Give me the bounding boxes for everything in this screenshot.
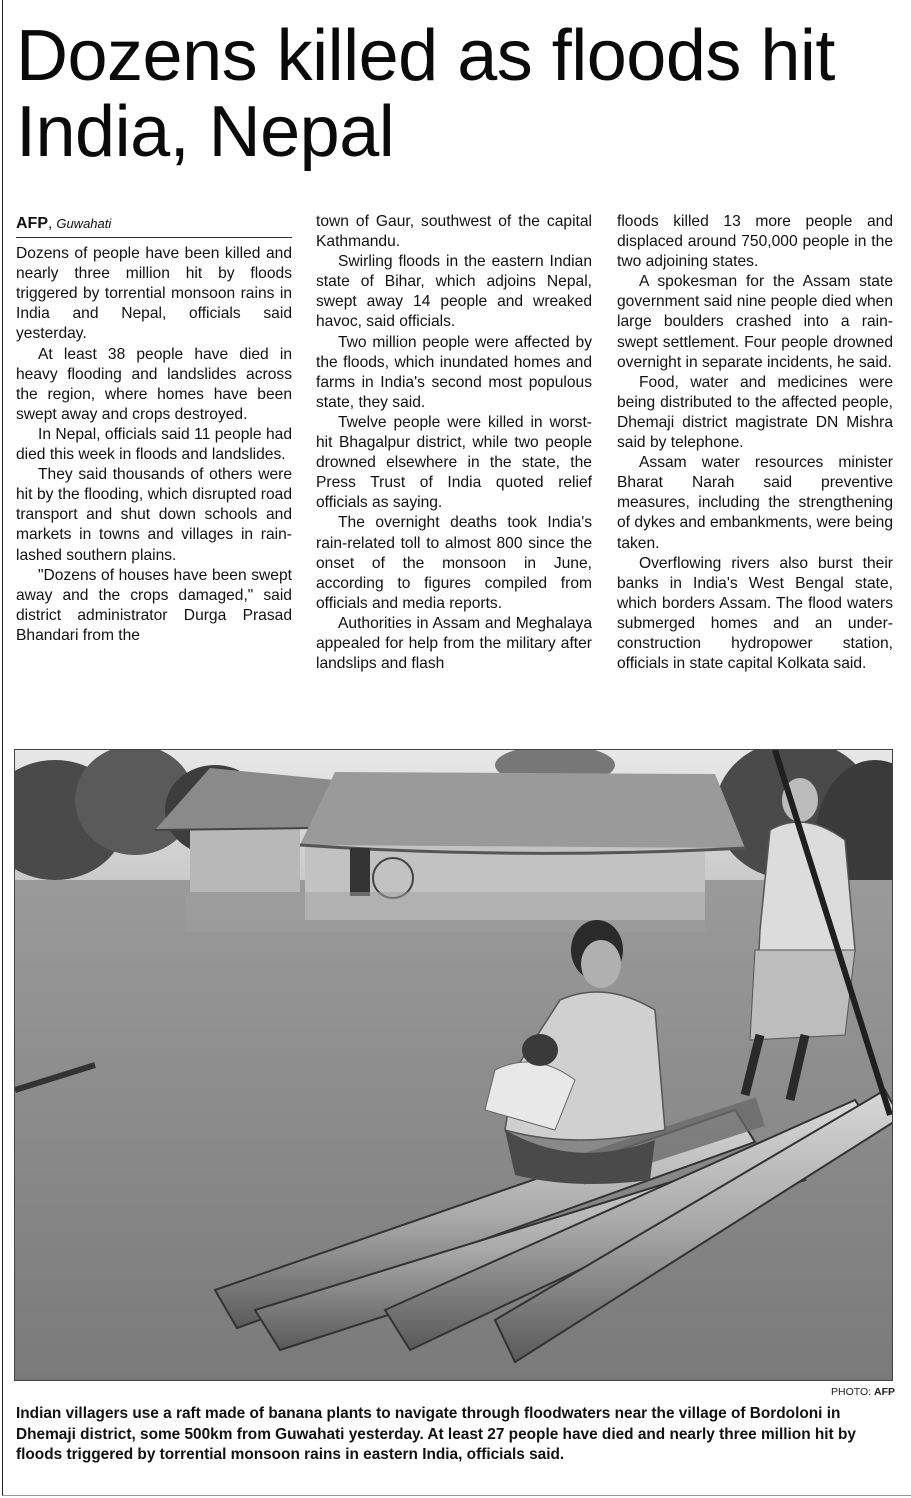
- photo-credit: [831, 1386, 895, 1398]
- article-column-1: [16, 214, 292, 646]
- article-column-2: [316, 212, 592, 674]
- article-paragraph: Two million people were affected by the floods, which inundated homes and farms in India's second most populous state, they said.: [316, 333, 592, 411]
- article-paragraph: A spokesman for the Assam state government said nine people died when large boulders crashed into a rain-swept settlement. Four people drowned overnight in separate incidents, he said.: [617, 273, 893, 371]
- headline: Dozens killed as floods hit India, Nepal: [16, 16, 835, 172]
- article-paragraph: town of Gaur, southwest of the capital Kathmandu.: [316, 213, 592, 251]
- article-column-3: [617, 212, 893, 674]
- article-paragraph: Assam water resources minister Bharat Narah said preventive measures, including the strengthening of dykes and embankments, were being taken.: [617, 454, 893, 552]
- article-paragraph: Dozens of people have been killed and nearly three million hit by floods triggered by torrential monsoon rains in India and Nepal, officials said yesterday.: [16, 245, 292, 343]
- article-paragraph: Authorities in Assam and Meghalaya appealed for help from the military after landslips and flash: [316, 614, 592, 673]
- article-paragraph: The overnight deaths took India's rain-related toll to almost 800 since the onset of the monsoon in June, according to figures compiled from officials and media reports.: [316, 514, 592, 612]
- photo-caption: Indian villagers use a raft made of banana plants to navigate through floodwaters near the village of Bordoloni in Dhemaji district, some 500km from Guwahati yesterday. At least 27 people have died and nearly three million hit by floods triggered by torrential monsoon rains in eastern India, officials said.: [16, 1405, 856, 1463]
- article-paragraph: In Nepal, officials said 11 people had died this week in floods and landslides.: [16, 425, 292, 464]
- article-paragraph: They said thousands of others were hit by the flooding, which disrupted road transport and shut down schools and markets in towns and villages in rain-lashed southern plains.: [16, 466, 292, 564]
- article-paragraph: Food, water and medicines were being distributed to the affected people, Dhemaji district magistrate DN Mishra said by telephone.: [617, 373, 893, 452]
- article-paragraph: Swirling floods in the eastern Indian state of Bihar, which adjoins Nepal, swept away 14 people and wreaked havoc, said officials.: [316, 253, 592, 331]
- article-paragraph: "Dozens of houses have been swept away and the crops damaged," said district administrator Durga Prasad Bhandari from the: [16, 566, 292, 644]
- article-body: [16, 212, 894, 732]
- photo-credit-label: PHOTO:: [831, 1386, 874, 1398]
- dateline-location: Guwahati: [56, 216, 112, 231]
- dateline-separator: ,: [48, 215, 53, 232]
- article-paragraph: Overflowing rivers also burst their banks in India's West Bengal state, which borders Assam. The flood waters submerged homes and an under-construction hydropower station, officials in state capital Kolkata said.: [617, 554, 893, 673]
- article-paragraph: floods killed 13 more people and displaced around 750,000 people in the two adjoining states.: [617, 213, 893, 271]
- article-paragraph: Twelve people were killed in worst-hit Bhagalpur district, while two people drowned elsewhere in the state, the Press Trust of India quoted relief officials as saying.: [316, 413, 592, 512]
- article-paragraph: At least 38 people have died in heavy flooding and landslides across the region, where homes have been swept away and crops destroyed.: [16, 345, 292, 423]
- flood-photo: [14, 749, 893, 1381]
- photo-credit-source: AFP: [874, 1386, 895, 1398]
- dateline: [16, 214, 292, 238]
- dateline-agency: AFP: [16, 215, 48, 232]
